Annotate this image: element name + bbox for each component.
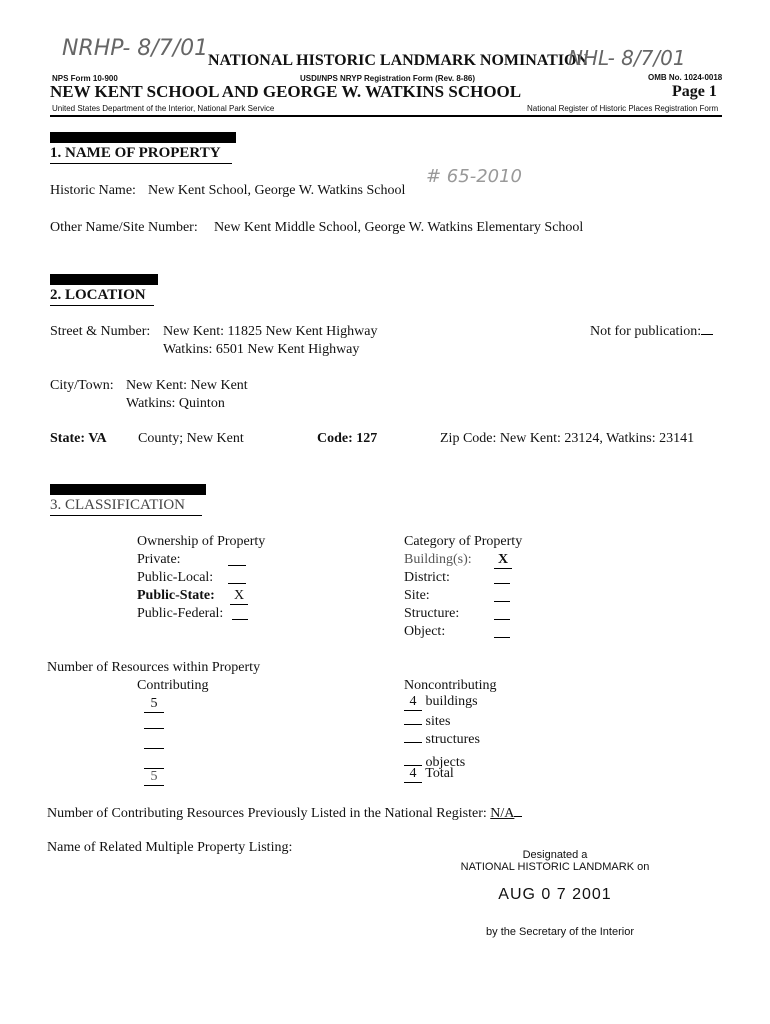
section-2-heading: 2. LOCATION	[50, 287, 146, 303]
category-site: Site:	[404, 588, 430, 603]
category-title: Category of Property	[404, 534, 523, 549]
stamp-date: AUG 0 7 2001	[498, 886, 612, 903]
historic-name-label: Historic Name:	[50, 183, 136, 198]
related-multiple-listing: Name of Related Multiple Property Listing:	[47, 840, 293, 855]
resources-title: Number of Resources within Property	[47, 660, 261, 675]
state-value: State: VA	[50, 431, 107, 446]
omb-number: OMB No. 1024-0018	[648, 73, 723, 82]
section-1-bar	[50, 132, 236, 143]
page-number: Page 1	[672, 83, 717, 100]
section-2-bar	[50, 274, 158, 285]
handwritten-nhl-note: NHL- 8/7/01	[568, 46, 686, 70]
handwritten-nrhp-note: NRHP- 8/7/01	[62, 36, 209, 61]
noncontributing-total-count: 4	[404, 766, 422, 783]
category-object: Object:	[404, 624, 446, 639]
county-value: County; New Kent	[138, 431, 244, 446]
noncontributing-sites: sites	[404, 712, 450, 730]
category-district: District:	[404, 570, 450, 585]
ownership-public-local-blank	[228, 571, 246, 584]
other-name-label: Other Name/Site Number:	[50, 220, 198, 235]
category-district-blank	[494, 571, 510, 584]
school-title: NEW KENT SCHOOL AND GEORGE W. WATKINS SCHOOL	[50, 82, 522, 101]
section-3-underline	[50, 515, 202, 516]
category-structure: Structure:	[404, 606, 460, 621]
contributing-structures-blank	[144, 734, 164, 749]
contributing-sites-blank	[144, 714, 164, 729]
city-label: City/Town:	[50, 378, 114, 393]
other-name-value: New Kent Middle School, George W. Watkins Elementary School	[214, 220, 584, 235]
ownership-public-federal-blank	[232, 607, 248, 620]
code-value: Code: 127	[317, 431, 378, 446]
category-building-mark: X	[494, 552, 512, 569]
stamp-designated: Designated a	[522, 849, 588, 861]
category-building: Building(s):	[404, 552, 472, 567]
ownership-private-blank	[228, 553, 246, 566]
street-watkins: Watkins: 6501 New Kent Highway	[163, 342, 360, 357]
not-for-publication: Not for publication:	[590, 322, 713, 340]
stamp-national-historic-landmark: NATIONAL HISTORIC LANDMARK on	[460, 861, 650, 873]
nps-form-number: NPS Form 10-900	[52, 74, 118, 83]
section-1-underline	[50, 163, 232, 164]
section-1-heading: 1. NAME OF PROPERTY	[50, 145, 221, 161]
noncontributing-structures: structures	[404, 730, 480, 748]
header-rule	[50, 115, 722, 117]
section-3-heading: 3. CLASSIFICATION	[50, 497, 186, 513]
city-new-kent: New Kent: New Kent	[126, 378, 248, 393]
street-new-kent: New Kent: 11825 New Kent Highway	[163, 324, 378, 339]
ownership-public-state: Public-State:	[137, 588, 215, 603]
stamp-secretary: by the Secretary of the Interior	[486, 926, 634, 938]
noncontributing-objects: objects	[404, 753, 465, 771]
ownership-public-state-mark: X	[230, 588, 248, 605]
contributing-total-count: 5	[144, 769, 164, 786]
contributing-objects-blank	[144, 754, 164, 769]
category-site-blank	[494, 589, 510, 602]
section-2-underline	[50, 305, 154, 306]
category-structure-blank	[494, 607, 510, 620]
section-3-bar	[50, 484, 206, 495]
street-label: Street & Number:	[50, 324, 151, 339]
contributing-buildings-count: 5	[144, 696, 164, 713]
registration-form-rev: USDI/NPS NRYP Registration Form (Rev. 8-86)	[300, 74, 475, 83]
form-title: NATIONAL HISTORIC LANDMARK NOMINATION	[208, 52, 589, 69]
noncontributing-buildings-count: 4	[404, 694, 422, 711]
handwritten-reference-number: # 65-2010	[426, 166, 523, 187]
previously-listed-value: N/A	[490, 806, 515, 821]
noncontributing-label: Noncontributing	[404, 678, 497, 693]
ownership-public-federal: Public-Federal:	[137, 606, 224, 621]
ownership-private: Private:	[137, 552, 181, 567]
zip-code-value: Zip Code: New Kent: 23124, Watkins: 23141	[440, 431, 695, 446]
national-register-form-line: National Register of Historic Places Registration Form	[527, 104, 719, 113]
contributing-label: Contributing	[137, 678, 209, 693]
city-watkins: Watkins: Quinton	[126, 396, 225, 411]
noncontributing-total: 4 Total	[404, 766, 454, 783]
ownership-public-local: Public-Local:	[137, 570, 214, 585]
ownership-title: Ownership of Property	[137, 534, 266, 549]
department-line: United States Department of the Interior, National Park Service	[52, 104, 275, 113]
noncontributing-buildings: 4 buildings	[404, 694, 478, 711]
category-object-blank	[494, 625, 510, 638]
historic-name-value: New Kent School, George W. Watkins School	[148, 183, 406, 198]
previously-listed: Number of Contributing Resources Previously Listed in the National Register: N/A	[47, 804, 522, 822]
